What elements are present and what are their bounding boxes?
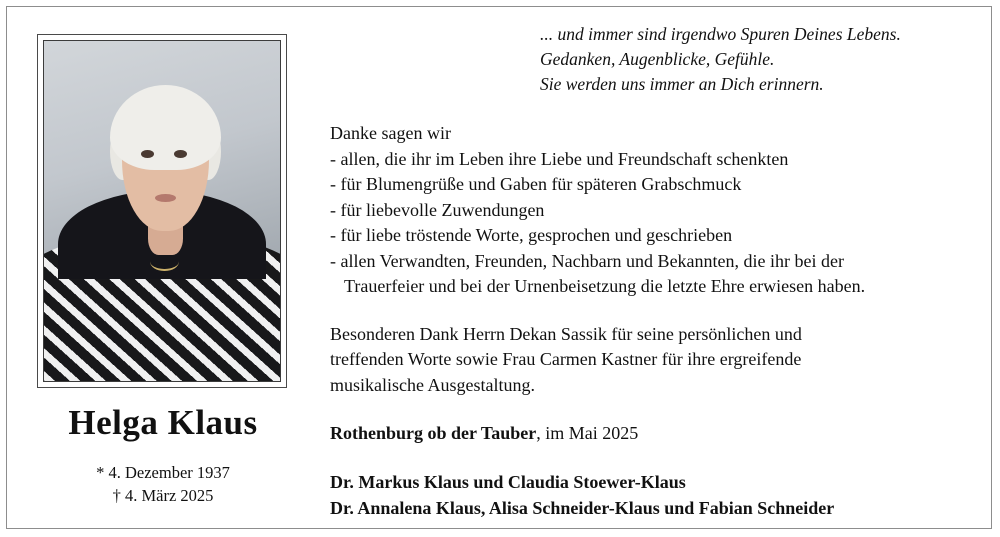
thanks-item: - für liebe tröstende Worte, gesprochen und geschrieben xyxy=(330,225,733,245)
thanks-block xyxy=(330,121,980,300)
place-name: Rothenburg ob der Tauber xyxy=(330,423,537,443)
signer-line-2: Dr. Annalena Klaus, Alisa Schneider-Klaus und Fabian Schneider xyxy=(330,497,835,518)
signer-line-1: Dr. Markus Klaus und Claudia Stoewer-Klaus xyxy=(330,472,686,492)
deceased-name: Helga Klaus xyxy=(68,403,258,442)
special-thanks-block xyxy=(330,322,980,399)
special-thanks-line-3: musikalische Ausgestaltung. xyxy=(330,374,535,395)
portrait-photo xyxy=(43,40,281,382)
portrait-illustration xyxy=(44,41,280,381)
deceased-dates xyxy=(18,461,308,507)
right-column xyxy=(330,20,980,521)
eye-right xyxy=(174,150,187,158)
thanks-item-continuation: Trauerfeier und bei der Urnenbeisetzung die letzte Ehre erwiesen haben. xyxy=(344,276,866,296)
death-date: † 4. März 2025 xyxy=(112,486,214,505)
left-column xyxy=(18,18,308,518)
motto-line-1: ... und immer sind irgendwo Spuren Deines Lebens. xyxy=(540,24,901,44)
thanks-item: - allen, die ihr im Leben ihre Liebe und Freundschaft schenkten xyxy=(330,148,789,169)
place-and-date xyxy=(330,423,980,444)
thanks-intro: Danke sagen wir xyxy=(330,123,451,143)
thanks-item: - allen Verwandten, Freunden, Nachbarn und Bekannten, die ihr bei der xyxy=(330,250,844,271)
special-thanks-line-1: Besonderen Dank Herrn Dekan Sassik für seine persönlichen und xyxy=(330,323,802,344)
motto-line-3: Sie werden uns immer an Dich erinnern. xyxy=(540,74,824,94)
eye-left xyxy=(141,150,154,158)
motto-line-2: Gedanken, Augenblicke, Gefühle. xyxy=(540,49,775,69)
necklace xyxy=(150,252,178,271)
birth-date: * 4. Dezember 1937 xyxy=(96,463,230,482)
portrait-photo-frame xyxy=(37,34,287,388)
signers-block xyxy=(330,470,980,521)
thanks-item: - für liebevolle Zuwendungen xyxy=(330,199,545,220)
thanks-item: - für Blumengrüße und Gaben für späteren Grabschmuck xyxy=(330,174,742,194)
special-thanks-line-2: treffenden Worte sowie Frau Carmen Kastner für ihre ergreifende xyxy=(330,349,802,369)
date-suffix: , im Mai 2025 xyxy=(536,423,639,443)
motto-block xyxy=(330,22,980,97)
